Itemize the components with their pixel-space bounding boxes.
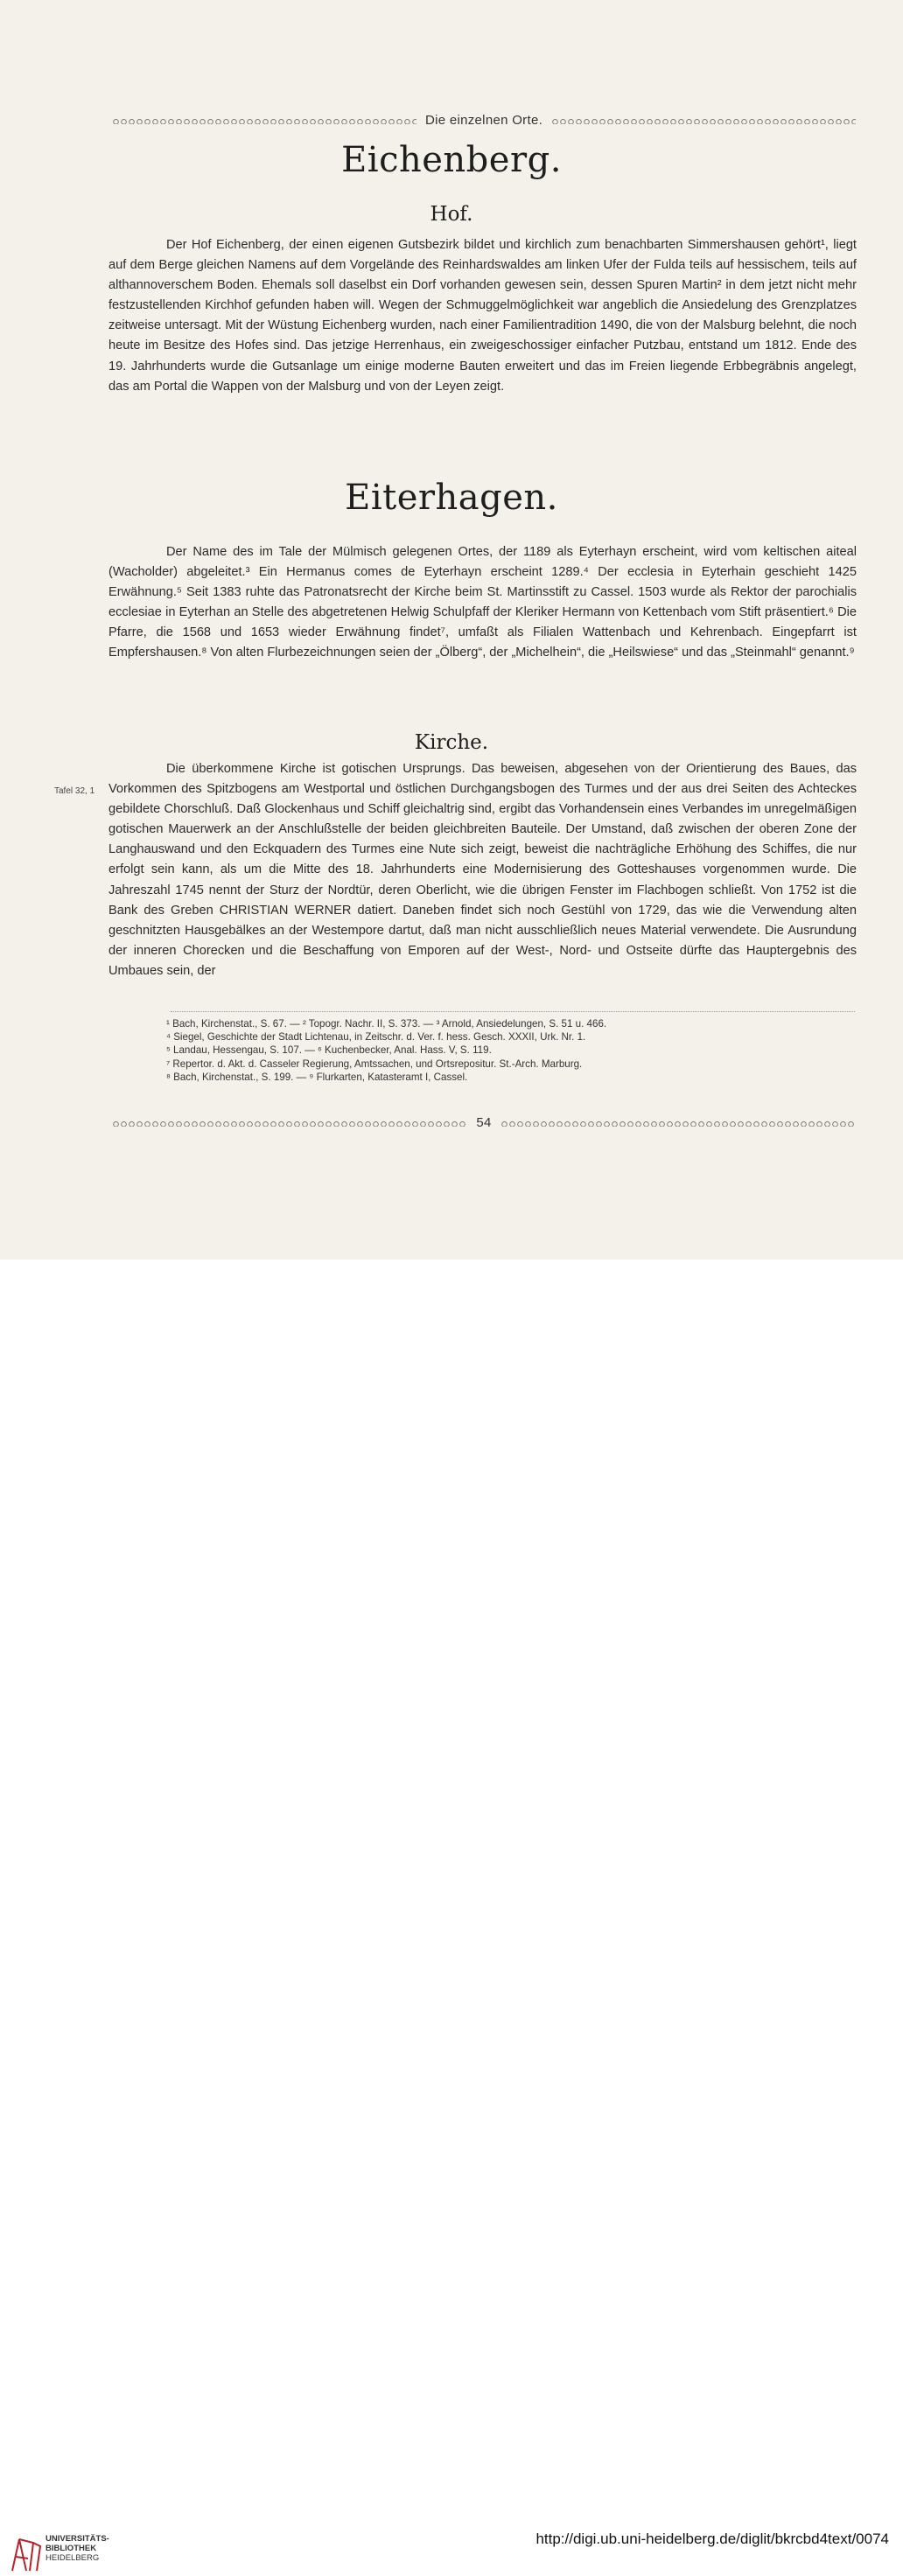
footnote-line: ⁷ Repertor. d. Akt. d. Casseler Regierung, Amtssachen, und Ortsrepositur. St.-Arch. Marburg.	[166, 1058, 583, 1070]
page-footer	[112, 1113, 856, 1131]
running-title: Die einzelnen Orte.	[424, 112, 543, 128]
library-name-line: UNIVERSITÄTS-	[46, 2534, 109, 2544]
subheading-hof: Hof.	[430, 203, 473, 226]
ornament-right	[500, 1119, 856, 1127]
running-header	[112, 111, 856, 129]
ornament-right	[551, 116, 856, 124]
paragraph-eichenberg: Der Hof Eichenberg, der einen eigenen Gutsbezirk bildet und kirchlich zum benachbarten Simmershausen gehört¹, liegt auf dem Berge gleichen Namens auf dem Vorgelände des Reinhardswaldes am linken Ufer der Fulda teils auf hessischem, teils auf althannoverschem Boden. Ehemals soll daselbst ein Dorf vorhanden gewesen sein, dessen Spuren Martin² in dem jetzt nicht mehr festzustellenden Kirchhof gefunden haben will. Wegen der Schmuggelmöglichkeit war angeblich die Ansiedelung des Grenzplatzes zeitweise untersagt. Mit der Wüstung Eichenberg wurden, nach einer Familientradition 1490, die von der Malsburg belehnt, die noch heute im Besitze des Hofes sind. Das jetzige Herrenhaus, ein zweigeschossiger einfacher Putzbau, entstand um 1812. Ende des 19. Jahrhunderts wurde die Gutsanlage um einige moderne Bauten erweitert und das im Freien liegende Erbbegräbnis angelegt, das am Portal die Wappen von der Malsburg und von der Leyen zeigt.	[108, 238, 857, 394]
library-name-line: HEIDELBERG	[46, 2553, 100, 2563]
permalink-url[interactable]: http://digi.ub.uni-heidelberg.de/diglit/bkrcbd4text/0074	[536, 2531, 889, 2547]
footnote-line: ⁵ Landau, Hessengau, S. 107. — ⁶ Kuchenbecker, Anal. Hass. V, S. 119.	[166, 1044, 492, 1057]
paragraph-eiterhagen: Der Name des im Tale der Mülmisch gelegenen Ortes, der 1189 als Eyterhayn erscheint, wird vom keltischen aiteal (Wacholder) abgeleitet.³ Ein Hermanus comes de Eyterhayn erscheint 1289.⁴ Der ecclesia in Eyterhain geschieht 1425 Erwähnung.⁵ Seit 1383 ruhte das Patronatsrecht der Kirche beim St. Martinsstift zu Cassel. 1503 wurde als Rektor der parochialis ecclesiae in Eyterhan an Stelle des abgetretenen Helwig Schulpfaff der Kleriker Hermann von Kettenbach vom Stift präsentiert.⁶ Die Pfarre, die 1568 und 1653 wieder Erwähnung findet⁷, umfaßt als Filialen Wattenbach und Kehrenbach. Eingepfarrt ist Empfershausen.⁸ Von alten Flurbezeichnungen seien der „Ölberg“, der „Michelhein“, die „Heilswiese“ und das „Steinmahl“ genannt.⁹	[108, 545, 857, 660]
footnote-line: ¹ Bach, Kirchenstat., S. 67. — ² Topogr. Nachr. II, S. 373. — ³ Arnold, Ansiedelungen, S. 51 u. 466.	[166, 1018, 607, 1030]
margin-note: Tafel 32, 1	[54, 786, 95, 796]
footnote-separator	[171, 1011, 855, 1012]
heading-eichenberg: Eichenberg.	[341, 140, 562, 180]
page-number: 54	[476, 1114, 492, 1130]
footnotes	[166, 1017, 796, 1084]
library-name	[46, 2534, 109, 2563]
footnote-line: ⁴ Siegel, Geschichte der Stadt Lichtenau, in Zeitschr. d. Ver. f. hess. Gesch. XXXII, Urk. Nr. 1.	[166, 1031, 586, 1044]
viewer-footer	[0, 1260, 903, 2563]
ornament-left	[112, 1119, 467, 1127]
library-name-line: BIBLIOTHEK	[46, 2544, 97, 2553]
footnote-line: ⁸ Bach, Kirchenstat., S. 199. — ⁹ Flurkarten, Katasteramt I, Cassel.	[166, 1071, 468, 1083]
paragraph-kirche: Die überkommene Kirche ist gotischen Ursprungs. Das beweisen, abgesehen von der Orientierung des Baues, das Vorkommen des Spitzbogens am Westportal und östlichen Durchgangsbogen des Turmes und der aus drei Seiten des Achteckes gebildete Chorschluß. Daß Glockenhaus und Schiff gleichaltrig sind, ergibt das Vorhandensein eines Verbandes im unregelmäßigen gotischen Mauerwerk an der Anschlußstelle der beiden gleichbreiten Bauteile. Der Umstand, daß zwischen der oberen Zone der Langhauswand und den Eckquadern des Turmes eine Nute sich zeigt, beweist die nachträgliche Erhöhung des Schiffes, die nur erfolgt sein kann, als um die Mitte des 18. Jahrhunderts eine Modernisierung des Gotteshauses vorgenommen wurde. Die Jahreszahl 1745 nennt der Sturz der Nordtür, deren Oberlicht, wie die übrigen Fenster im Flachbogen schließt. Von 1752 ist die Bank des Greben CHRISTIAN WERNER datiert. Daneben findet sich noch Gestühl von 1729, das wie die Verwendung alten geschnitzten Hausgebälkes an der Westempore dartut, daß man nicht ausschließlich neues Material verwendete. Die Ausrundung der inneren Chorecken und die Beschaffung von Emporen auf der West-, Nord- und Ostseite dürfte das Hauptergebnis des Umbaues sein, der	[108, 762, 857, 978]
heading-eiterhagen: Eiterhagen.	[345, 478, 558, 518]
subheading-kirche: Kirche.	[414, 731, 489, 754]
ornament-left	[112, 116, 416, 124]
scanned-page	[0, 0, 903, 1260]
